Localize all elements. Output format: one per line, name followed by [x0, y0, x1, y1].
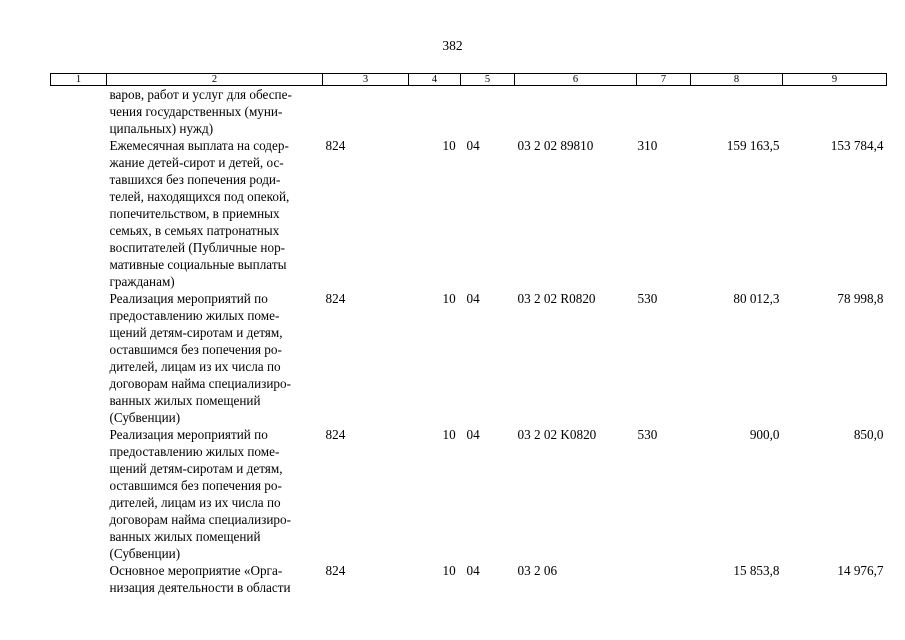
table-row	[51, 290, 887, 426]
amount-col9	[783, 86, 887, 138]
table-row	[51, 562, 887, 596]
column-header-7: 7	[637, 74, 691, 86]
amount-col9: 78 998,8	[837, 291, 884, 306]
ministry-code	[323, 86, 409, 138]
item-name-line: оставшимся без попечения ро-	[109, 478, 282, 493]
subsection-code: 04	[466, 427, 480, 442]
section-code: 10	[442, 291, 456, 306]
item-name-line: дителей, лицам из их числа по	[109, 495, 281, 510]
item-name-line: ципальных) нужд)	[109, 121, 214, 136]
target-article-code	[515, 86, 637, 138]
column-header-6: 6	[515, 74, 637, 86]
item-name-line: телей, находящихся под опекой,	[109, 189, 290, 204]
table-row	[51, 137, 887, 290]
column-header-8: 8	[691, 74, 783, 86]
item-name-line: семьях, в семьях патронатных	[109, 223, 280, 238]
item-name-line: ванных жилых помещений	[109, 529, 261, 544]
item-name	[107, 86, 323, 138]
amount-col8	[691, 86, 783, 138]
column-header-5: 5	[461, 74, 515, 86]
item-name-line: щений детям-сиротам и детям,	[109, 461, 283, 476]
ministry-code: 824	[325, 427, 346, 442]
item-name-line: Реализация мероприятий по	[109, 291, 268, 306]
item-name	[107, 290, 323, 426]
table-row	[51, 426, 887, 562]
cell-col1	[51, 86, 107, 138]
target-article-code: 03 2 06	[517, 563, 558, 578]
column-header-9: 9	[783, 74, 887, 86]
item-name-line: низация деятельности в области	[109, 580, 291, 595]
expense-type-code: 310	[637, 138, 658, 153]
column-header-2: 2	[107, 74, 323, 86]
column-header-1: 1	[51, 74, 107, 86]
expense-type-code: 530	[637, 291, 658, 306]
ministry-code: 824	[325, 563, 346, 578]
item-name	[107, 426, 323, 562]
item-name	[107, 562, 323, 596]
section-code	[409, 86, 461, 138]
ministry-code: 824	[325, 291, 346, 306]
cell-col1	[51, 290, 107, 426]
amount-col8: 159 163,5	[726, 138, 780, 153]
amount-col9: 850,0	[853, 427, 884, 442]
item-name-line: (Субвенции)	[109, 546, 181, 561]
item-name-line: предоставлению жилых поме-	[109, 308, 280, 323]
item-name-line: щений детям-сиротам и детям,	[109, 325, 283, 340]
amount-col8: 80 012,3	[733, 291, 780, 306]
item-name-line: чения государственных (муни-	[109, 104, 283, 119]
item-name-line: попечительством, в приемных	[109, 206, 280, 221]
item-name-line: предоставлению жилых поме-	[109, 444, 280, 459]
item-name-line: договорам найма специализиро-	[109, 376, 292, 391]
item-name-line: дителей, лицам из их числа по	[109, 359, 281, 374]
item-name-line: Ежемесячная выплата на содер-	[109, 138, 289, 153]
column-header-4: 4	[409, 74, 461, 86]
item-name-line: ванных жилых помещений	[109, 393, 261, 408]
target-article-code: 03 2 02 89810	[517, 138, 594, 153]
item-name	[107, 137, 323, 290]
cell-col1	[51, 426, 107, 562]
amount-col9: 153 784,4	[830, 138, 884, 153]
subsection-code: 04	[466, 563, 480, 578]
expense-type-code	[637, 86, 691, 138]
amount-col8: 15 853,8	[733, 563, 780, 578]
item-name-line: договорам найма специализиро-	[109, 512, 292, 527]
target-article-code: 03 2 02 R0820	[517, 291, 596, 306]
expense-type-code	[637, 562, 691, 596]
table-row	[51, 86, 887, 138]
section-code: 10	[442, 138, 456, 153]
item-name-line: оставшимся без попечения ро-	[109, 342, 282, 357]
subsection-code: 04	[466, 291, 480, 306]
item-name-line: Реализация мероприятий по	[109, 427, 268, 442]
column-header-3: 3	[323, 74, 409, 86]
cell-col1	[51, 562, 107, 596]
column-number-row	[51, 74, 887, 86]
ministry-code: 824	[325, 138, 346, 153]
budget-table	[50, 73, 887, 596]
page-number: 382	[442, 38, 463, 53]
expense-type-code: 530	[637, 427, 658, 442]
item-name-line: (Субвенции)	[109, 410, 181, 425]
section-code: 10	[442, 427, 456, 442]
item-name-line: гражданам)	[109, 274, 175, 289]
item-name-line: тавшихся без попечения роди-	[109, 172, 281, 187]
item-name-line: варов, работ и услуг для обеспе-	[109, 87, 292, 102]
section-code: 10	[442, 563, 456, 578]
item-name-line: жание детей-сирот и детей, ос-	[109, 155, 284, 170]
cell-col1	[51, 137, 107, 290]
item-name-line: мативные социальные выплаты	[109, 257, 287, 272]
amount-col8: 900,0	[749, 427, 780, 442]
item-name-line: воспитателей (Публичные нор-	[109, 240, 286, 255]
target-article-code: 03 2 02 K0820	[517, 427, 597, 442]
item-name-line: Основное мероприятие «Орга-	[109, 563, 283, 578]
subsection-code: 04	[466, 138, 480, 153]
subsection-code	[461, 86, 515, 138]
amount-col9: 14 976,7	[837, 563, 884, 578]
